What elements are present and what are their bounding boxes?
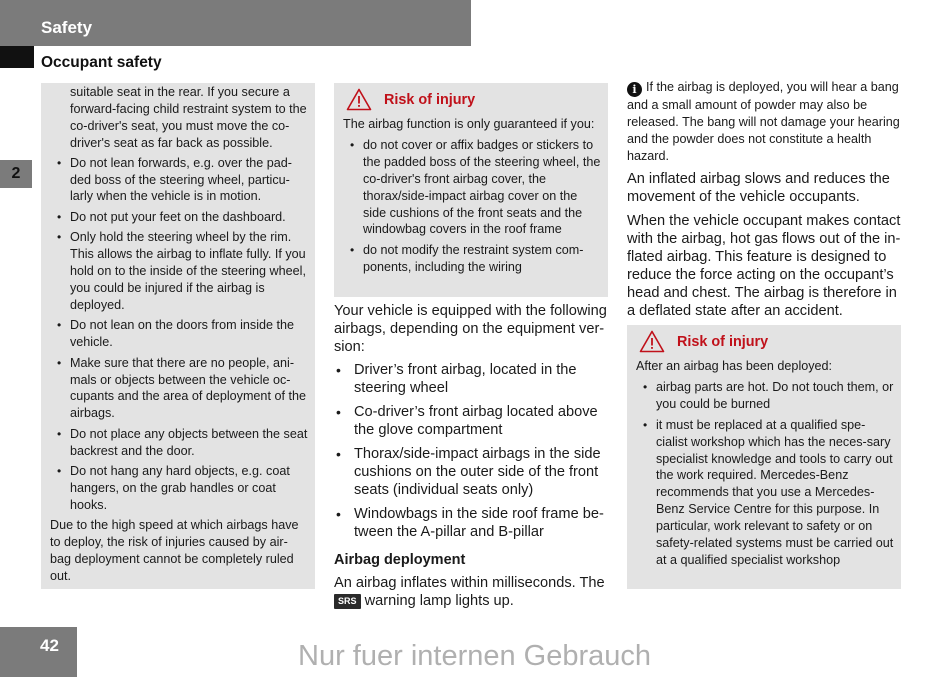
subsection-title: Occupant safety <box>41 54 162 71</box>
safety-notes-box <box>41 83 315 589</box>
warning-title: Risk of injury <box>384 92 476 108</box>
list-item: • Make sure that there are no people, ani-mals or objects between the vehicle oc-cupants and the area of deployment of the airbags. <box>50 355 308 423</box>
list-item: • Windowbags in the side roof frame be-tween the A-pillar and B-pillar <box>334 505 610 541</box>
list-item: • Do not place any objects between the seat backrest and the door. <box>50 426 308 460</box>
warning-title: Risk of injury <box>677 334 769 350</box>
list-item: • Do not lean forwards, e.g. over the pad-ded boss of the steering wheel, particu-larly when the vehicle is in motion. <box>50 155 308 206</box>
continued-text: suitable seat in the rear. If you secure a forward-facing child restraint system to the co-driver's seat, you must move the co-driver's seat as far back as possible. <box>70 85 307 150</box>
deployment-text-end: warning lamp lights up. <box>364 593 514 609</box>
airbag-effect-text <box>627 170 903 326</box>
warning-header <box>343 88 599 112</box>
list-item: • airbag parts are hot. Do not touch them, or you could be burned <box>636 379 894 413</box>
page-number: 42 <box>40 636 59 655</box>
list-item: • Do not put your feet on the dashboard. <box>50 209 308 226</box>
srs-warning-lamp-icon: SRS <box>334 594 361 609</box>
airbag-deployment-heading: Airbag deployment <box>334 552 466 568</box>
warning-intro: The airbag function is only guaranteed if you: <box>343 117 595 131</box>
safety-note: Due to the high speed at which airbags have to deploy, the risk of injuries caused by air-bag deployment cannot be completely ruled out. <box>50 518 299 583</box>
list-item: • Driver’s front airbag, located in the steering wheel <box>334 361 610 397</box>
warning-box-airbag-function <box>334 83 608 297</box>
deployment-text-start: An airbag inflates within milliseconds. The <box>334 575 605 591</box>
warning-header <box>636 330 892 354</box>
airbag-deployment-text <box>334 574 610 610</box>
warning-triangle-icon <box>346 88 372 111</box>
airbag-intro: Your vehicle is equipped with the following airbags, depending on the equipment ver-sion: <box>334 303 607 355</box>
list-item: • Only hold the steering wheel by the rim. This allows the airbag to inflate fully. If you hold on to the inside of the steering wheel, you could be injured if the airbag is deployed. <box>50 229 308 314</box>
warning-list <box>636 379 894 569</box>
list-item: • do not cover or affix badges or stickers to the padded boss of the steering wheel, the co-driver's front airbag cover, the thorax/side-impact airbag cover on the side cushions of the front seats and the windowbag covers in the roof frame <box>343 137 601 238</box>
info-text: If the airbag is deployed, you will hear a bang and a small amount of powder may also be released. The bang will not damage your hearing and the powder does not constitute a health hazard. <box>627 80 900 163</box>
airbag-description <box>334 302 610 615</box>
section-marker <box>0 46 34 68</box>
watermark: Nur fuer internen Gebrauch <box>298 640 652 672</box>
airbag-list <box>334 361 610 541</box>
warning-triangle-icon <box>639 330 665 353</box>
safety-list <box>50 155 308 514</box>
list-item: • Co-driver’s front airbag located above the glove compartment <box>334 403 610 439</box>
list-item: • Thorax/side-impact airbags in the side cushions on the outer side of the front seats (individual seats only) <box>334 445 610 499</box>
paragraph: When the vehicle occupant makes contact with the airbag, hot gas flows out of the in-flated airbag. This feature is designed to reduce the force acting on the occupant’s head and chest. The airbag is therefore in a deflated state after an accident. <box>627 213 901 319</box>
info-icon: i <box>627 82 642 97</box>
list-item: • Do not lean on the doors from inside the vehicle. <box>50 317 308 351</box>
warning-intro: After an airbag has been deployed: <box>636 359 833 373</box>
section-title: Safety <box>41 18 93 37</box>
warning-list <box>343 137 601 276</box>
section-header <box>0 0 471 46</box>
list-item: • do not modify the restraint system com-ponents, including the wiring <box>343 242 601 276</box>
chapter-tab: 2 <box>0 160 32 188</box>
warning-box-after-deployment <box>627 325 901 589</box>
paragraph: An inflated airbag slows and reduces the movement of the vehicle occupants. <box>627 171 890 205</box>
list-item: • it must be replaced at a qualified spe-cialist workshop which has the neces-sary specialist knowledge and tools to carry out the work required. Mercedes-Benz recommends that you use a Mercedes-Benz Service Centre for this purpose. In particular, work relevant to safety or on safety-related systems must be carried out at a qualified specialist workshop <box>636 417 894 569</box>
list-item: • Do not hang any hard objects, e.g. coat hangers, on the grab handles or coat hooks. <box>50 463 308 514</box>
info-note <box>627 79 901 165</box>
page-number-tab <box>0 627 77 677</box>
